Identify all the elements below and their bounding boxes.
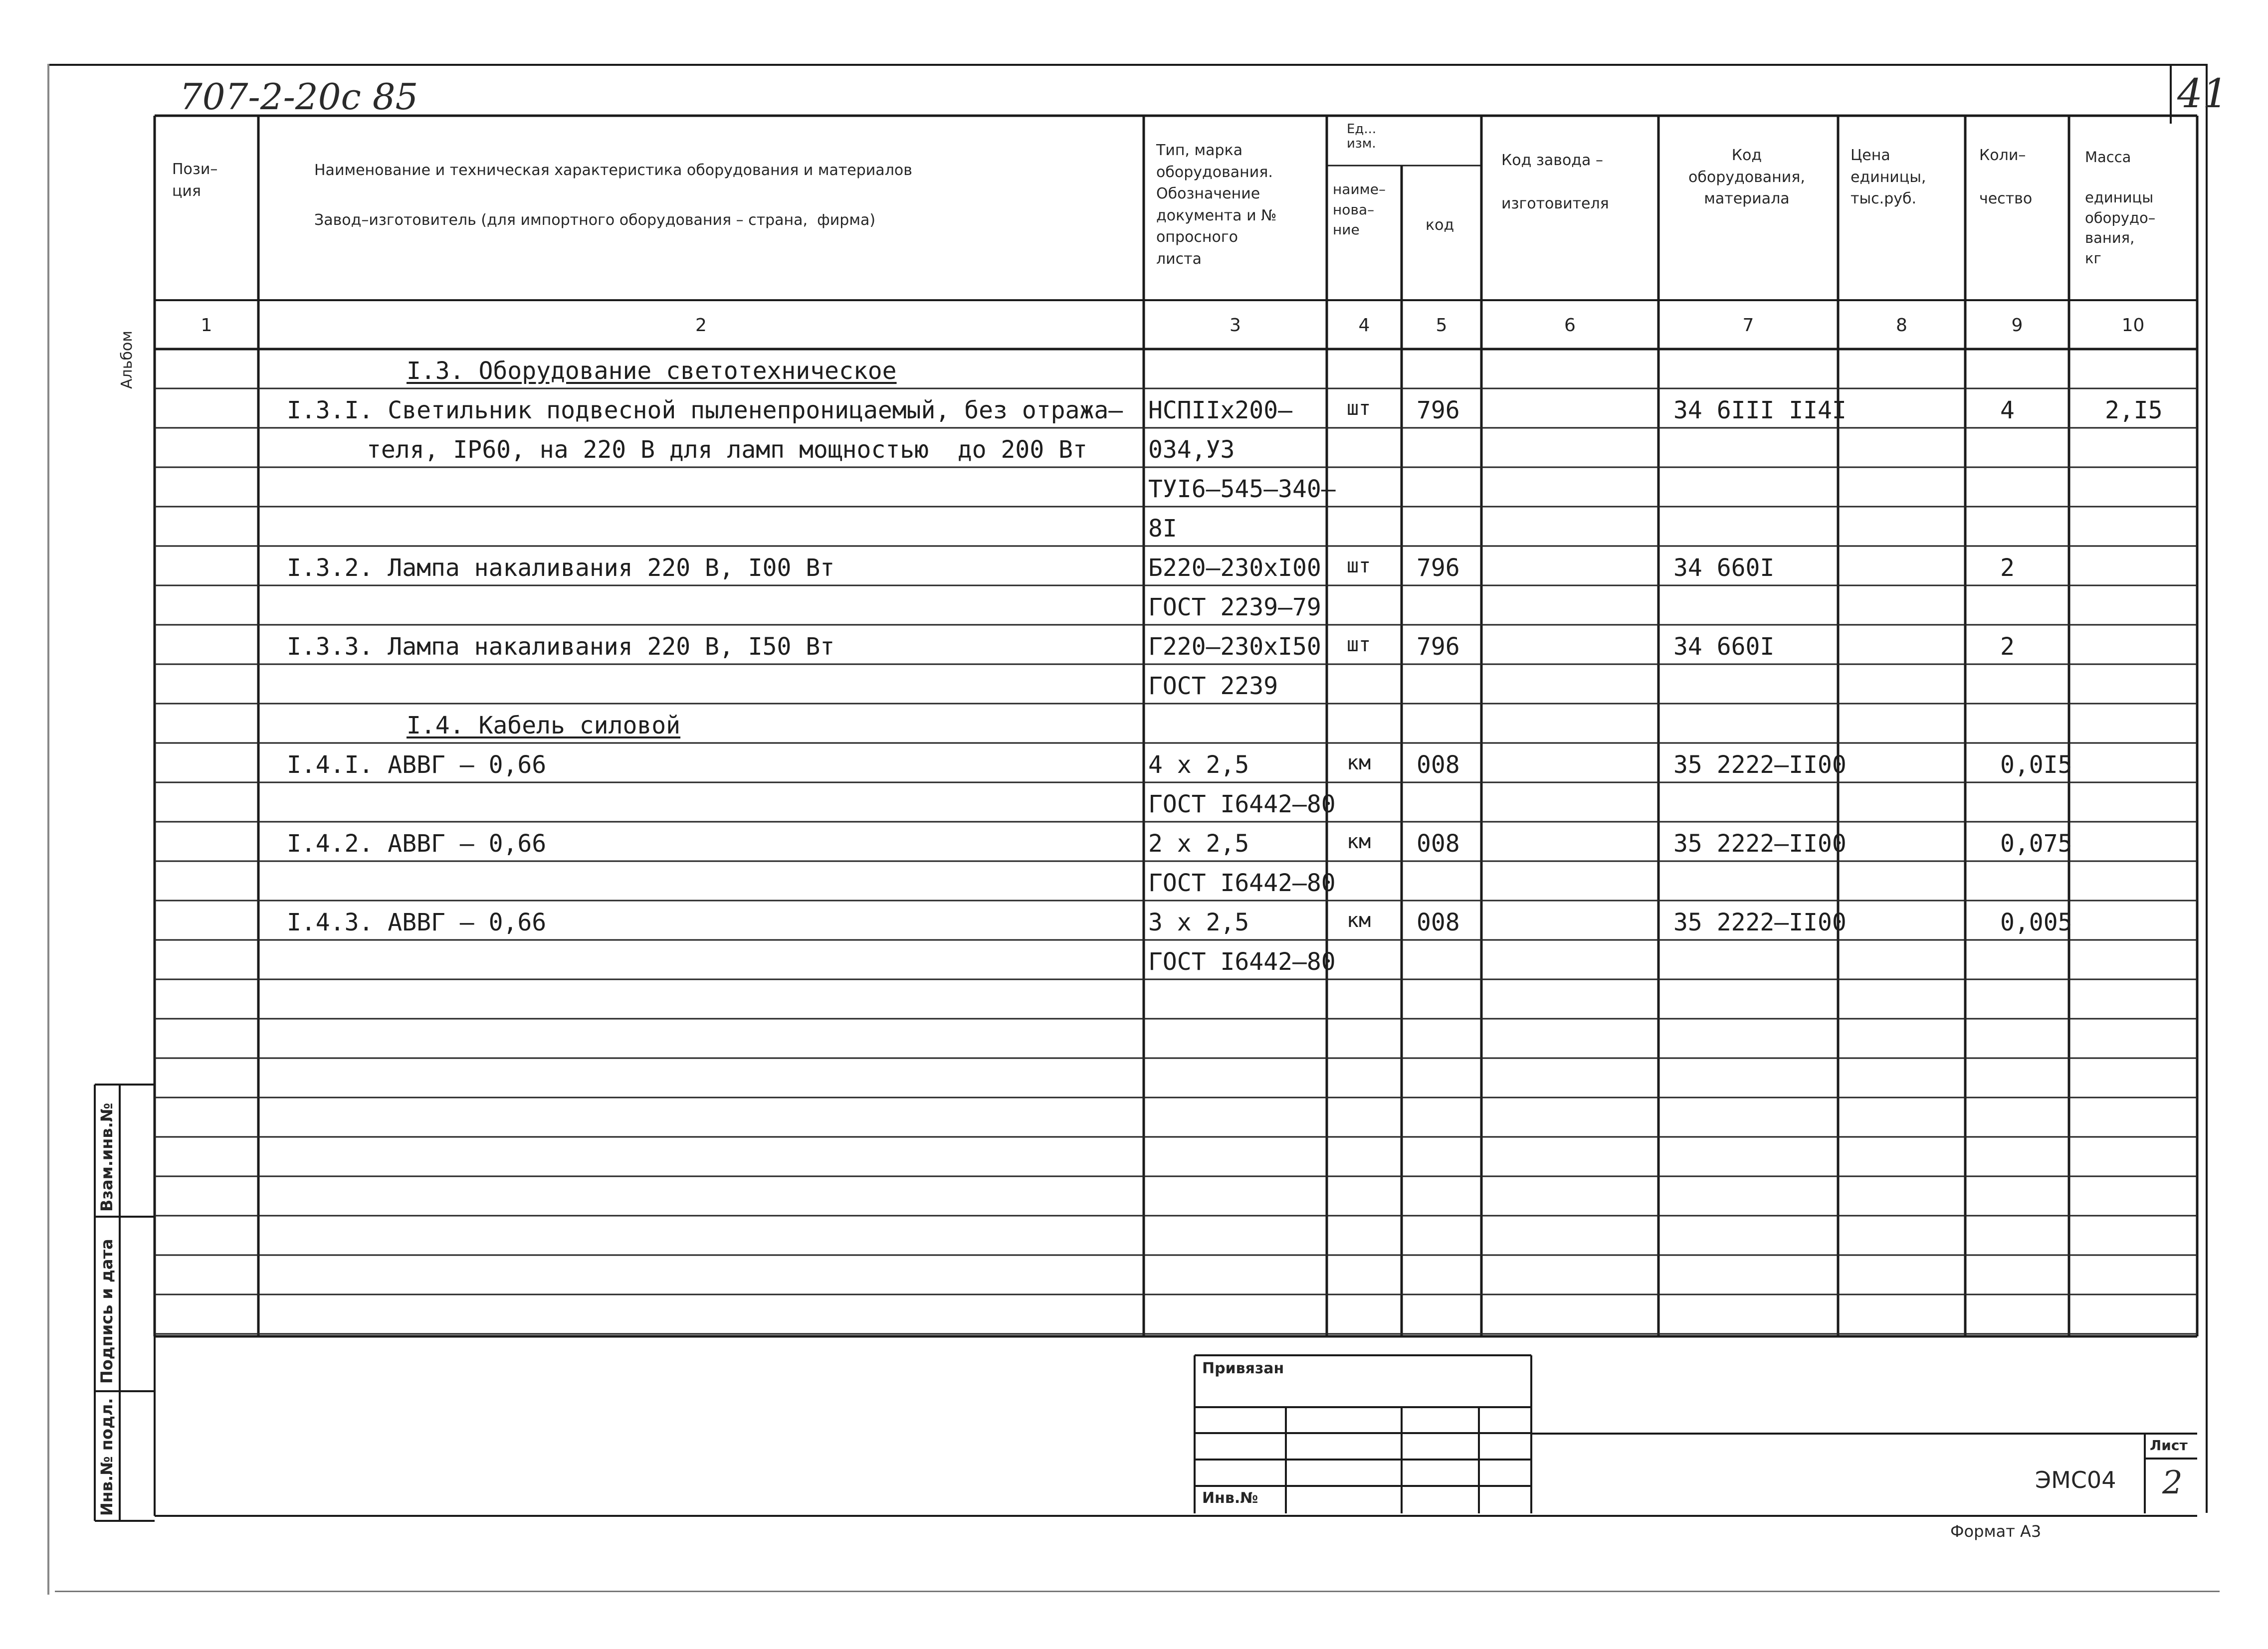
stamp-inv-no: Инв.№ — [1202, 1489, 1258, 1507]
table-row — [0, 388, 2268, 428]
column-number-3: 3 — [1230, 315, 1241, 336]
stamp-side-signature: Подпись и дата — [97, 1239, 116, 1384]
cell-qty: 0,0I5 — [2000, 751, 2072, 779]
cell-name: теля, IP60, на 220 В для ламп мощностью до 200 Вт — [367, 436, 1087, 464]
table-row — [0, 704, 2268, 743]
header-position: Пози– ция — [172, 161, 218, 200]
cell-mat-code: 35 2222–II00 — [1673, 830, 1847, 858]
table-row — [0, 467, 2268, 507]
cell-mat-code: 34 660I — [1673, 633, 1775, 661]
header-unit-code: код — [1426, 216, 1454, 234]
table-row — [0, 349, 2268, 388]
cell-type: 8I — [1148, 515, 1177, 543]
cell-type: ГОСТ 2239 — [1148, 672, 1278, 700]
cell-name: I.4.2. АВВГ – 0,66 — [287, 830, 547, 858]
stamp-side-inventory: Инв.№ подл. — [97, 1398, 116, 1516]
cell-type: Б220–230хI00 — [1148, 554, 1321, 582]
header-factory-code: Код завода – изготовителя — [1501, 152, 1609, 212]
table-row — [0, 546, 2268, 585]
table-row — [0, 507, 2268, 546]
stamp-sheet-label: Лист — [2150, 1437, 2188, 1454]
header-manufacturer: Завод–изготовитель (для импортного оборудования – страна, фирма) — [314, 211, 876, 229]
column-number-5: 5 — [1436, 315, 1447, 336]
stamp-privyazan: Привязан — [1202, 1360, 1284, 1377]
column-number-8: 8 — [1896, 315, 1907, 336]
table-row — [0, 664, 2268, 704]
column-number-7: 7 — [1742, 315, 1754, 336]
cell-code: 796 — [1417, 554, 1460, 582]
cell-mat-code: 34 660I — [1673, 554, 1775, 582]
side-label-album: Альбом — [118, 331, 136, 389]
cell-code: 796 — [1417, 633, 1460, 661]
section-title: I.4. Кабель силовой — [407, 712, 681, 739]
column-number-1: 1 — [201, 315, 212, 336]
cell-type: 034,У3 — [1148, 436, 1235, 464]
cell-type: ГОСТ I6442–80 — [1148, 948, 1336, 976]
cell-code: 008 — [1417, 830, 1460, 858]
cell-mat-code: 34 6III II4I — [1673, 396, 1847, 424]
cell-name: I.4.3. АВВГ – 0,66 — [287, 909, 547, 936]
cell-type: 3 х 2,5 — [1148, 909, 1249, 936]
header-name: Наименование и техническая характеристика оборудования и материалов — [314, 162, 912, 179]
column-number-9: 9 — [2011, 315, 2023, 336]
cell-qty: 2 — [2000, 633, 2015, 661]
cell-unit: км — [1347, 909, 1371, 932]
table-row — [0, 743, 2268, 782]
table-row — [0, 861, 2268, 901]
cell-code: 796 — [1417, 396, 1460, 424]
table-row — [0, 782, 2268, 822]
table-row — [0, 625, 2268, 664]
column-number-10: 10 — [2121, 315, 2145, 336]
cell-type: 2 х 2,5 — [1148, 830, 1249, 858]
header-type: Тип, марка оборудования. Обозначение документа и № опросного листа — [1156, 142, 1277, 268]
cell-type: 4 х 2,5 — [1148, 751, 1249, 779]
cell-mass: 2,I5 — [2105, 396, 2163, 424]
cell-type: ГОСТ 2239–79 — [1148, 593, 1321, 621]
column-number-6: 6 — [1564, 315, 1576, 336]
header-mass: Масса единицы оборудо– вания, кг — [2085, 149, 2156, 267]
stamp-sheet-number: 2 — [2162, 1465, 2183, 1501]
stamp-side-replacement: Взам.инв.№ — [97, 1102, 116, 1212]
cell-qty: 4 — [2000, 396, 2015, 424]
cell-type: Г220–230хI50 — [1148, 633, 1321, 661]
cell-mat-code: 35 2222–II00 — [1673, 751, 1847, 779]
header-quantity: Коли– чество — [1979, 147, 2033, 207]
cell-unit: шт — [1347, 397, 1371, 420]
cell-name: I.4.I. АВВГ – 0,66 — [287, 751, 547, 779]
cell-unit: шт — [1347, 554, 1371, 577]
cell-type: НСПIIх200– — [1148, 396, 1292, 424]
cell-type: ГОСТ I6442–80 — [1148, 790, 1336, 818]
cell-code: 008 — [1417, 751, 1460, 779]
cell-mat-code: 35 2222–II00 — [1673, 909, 1847, 936]
header-unit-name: наиме– нова– ние — [1333, 181, 1386, 238]
header-material-code: Код оборудования, материала — [1688, 147, 1805, 207]
stamp-doc-code: ЭМС04 — [2035, 1466, 2116, 1493]
table-row — [0, 822, 2268, 861]
cell-unit: км — [1347, 751, 1371, 774]
cell-type: ТУI6–545–340– — [1148, 475, 1336, 503]
section-title: I.3. Оборудование светотехническое — [407, 357, 897, 385]
cell-type: ГОСТ I6442–80 — [1148, 869, 1336, 897]
cell-name: I.3.2. Лампа накаливания 220 В, I00 Вт — [287, 554, 835, 582]
stamp-format: Формат А3 — [1950, 1522, 2042, 1541]
header-price: Цена единицы, тыс.руб. — [1851, 147, 1926, 207]
cell-name: I.3.3. Лампа накаливания 220 В, I50 Вт — [287, 633, 835, 661]
table-row — [0, 428, 2268, 467]
cell-name: I.3.I. Светильник подвесной пыленепроницаемый, без отража– — [287, 396, 1123, 424]
cell-unit: шт — [1347, 633, 1371, 656]
cell-qty: 0,005 — [2000, 909, 2072, 936]
cell-unit: км — [1347, 830, 1371, 853]
doc-number: 707-2-20с 85 — [180, 76, 418, 118]
table-row — [0, 901, 2268, 940]
column-number-2: 2 — [695, 315, 707, 336]
column-number-4: 4 — [1358, 315, 1370, 336]
table-row — [0, 940, 2268, 979]
cell-qty: 2 — [2000, 554, 2015, 582]
cell-qty: 0,075 — [2000, 830, 2072, 858]
header-unit-group: Ед... изм. — [1347, 122, 1377, 151]
page-number: 41 — [2177, 70, 2228, 117]
table-row — [0, 585, 2268, 625]
cell-code: 008 — [1417, 909, 1460, 936]
